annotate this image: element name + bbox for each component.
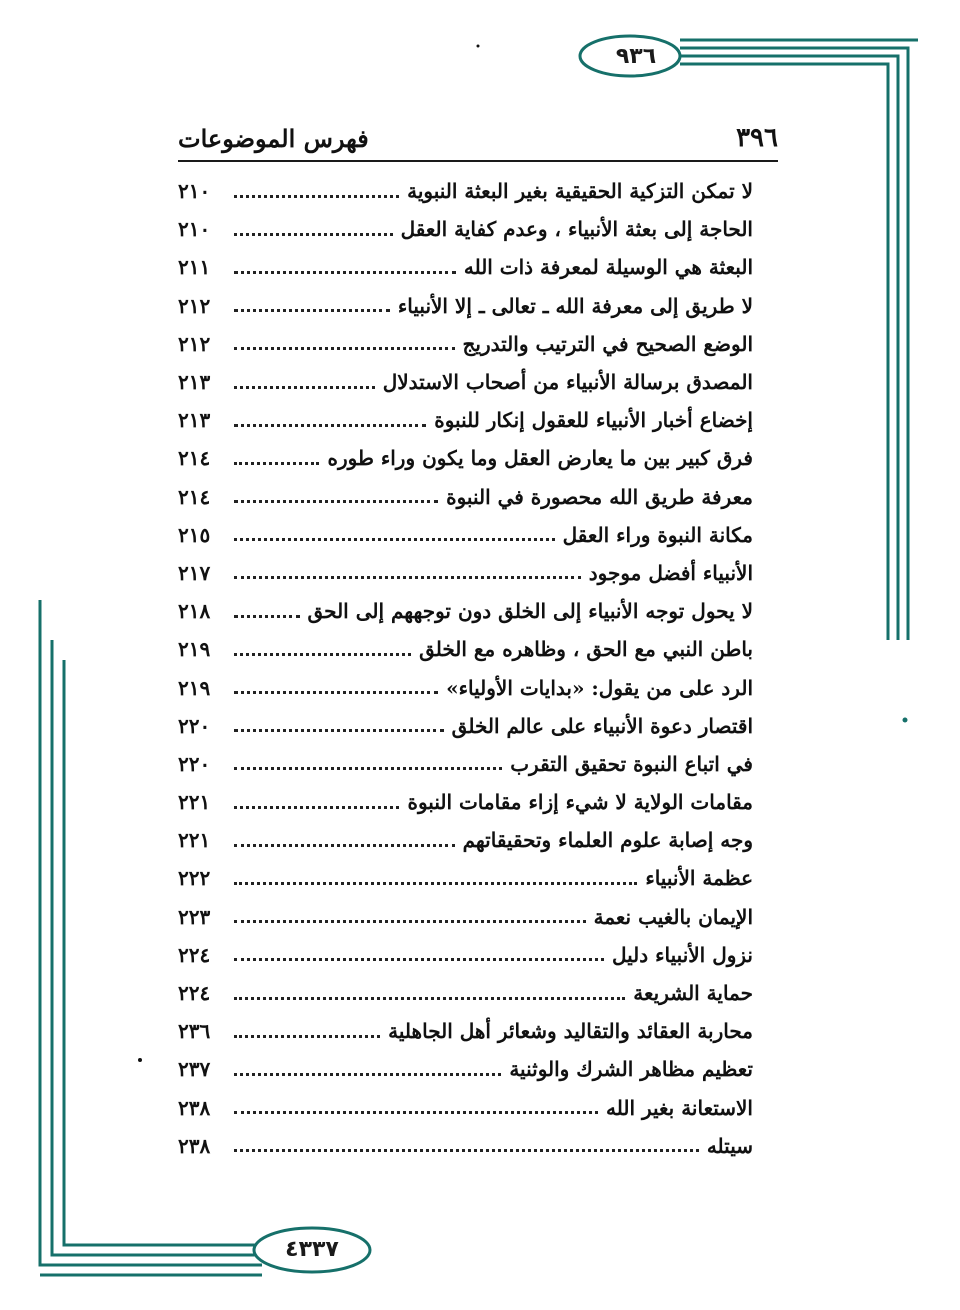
toc-entry (178, 936, 753, 974)
toc-entry-page: ٢٢٣ (178, 904, 211, 929)
toc-entry-page: ٢١٩ (178, 637, 211, 662)
toc-entry (178, 1089, 753, 1127)
page-number: ٣٩٦ (736, 123, 778, 153)
toc-entry-title: وجه إصابة علوم العلماء وتحقيقاتهم (462, 828, 753, 853)
toc-entry (178, 401, 753, 439)
toc-entry-page: ٢١٣ (178, 370, 211, 395)
bottom-ornament-number: ٤٣٣٧ (285, 1237, 339, 1262)
toc-entry (178, 1012, 753, 1050)
toc-leader-dots (234, 271, 456, 274)
toc-entry-page: ٢٢١ (178, 828, 211, 853)
toc-entry (178, 783, 753, 821)
toc-leader-dots (234, 424, 426, 427)
toc-leader-dots (234, 347, 455, 350)
toc-entry-page: ٢١٠ (178, 217, 211, 242)
toc-entry-title: لا يحول توجه الأنبياء إلى الخلق دون توجههم إلى الحق (307, 599, 753, 624)
toc-entry (178, 898, 753, 936)
toc-entry (178, 630, 753, 668)
toc-entry (178, 210, 753, 248)
toc-leader-dots (234, 920, 586, 923)
toc-entry-title: سيتله (706, 1133, 753, 1158)
toc-entry (178, 287, 753, 325)
header-divider (178, 160, 778, 162)
toc-entry (178, 821, 753, 859)
toc-entry-page: ٢١٠ (178, 179, 211, 204)
toc-entry (178, 592, 753, 630)
toc-entry-page: ٢١٣ (178, 408, 211, 433)
toc-entry-page: ٢٣٧ (178, 1057, 211, 1082)
toc-entry (178, 172, 753, 210)
toc-leader-dots (234, 386, 375, 389)
toc-entry (178, 668, 753, 706)
toc-leader-dots (234, 691, 438, 694)
toc-leader-dots (234, 1073, 501, 1076)
toc-leader-dots (234, 576, 581, 579)
toc-leader-dots (234, 1111, 598, 1114)
toc-leader-dots (234, 882, 637, 885)
toc-entry-title: عظمة الأنبياء (645, 866, 753, 891)
toc-entry-title: الرد على من يقول: «بدايات الأولياء» (446, 675, 753, 700)
toc-leader-dots (234, 233, 393, 236)
toc-leader-dots (234, 844, 455, 847)
toc-entry-title: لا طريق إلى معرفة الله ـ تعالى ـ إلا الأنبياء (397, 293, 753, 318)
toc-entry-title: باطن النبي مع الحق ، وظاهره مع الخلق (419, 637, 753, 662)
toc-leader-dots (234, 767, 502, 770)
toc-entry (178, 554, 753, 592)
toc-leader-dots (234, 1035, 380, 1038)
toc-entry-page: ٢٢٠ (178, 751, 211, 776)
toc-leader-dots (234, 615, 300, 618)
toc-entry-title: اقتصار دعوة الأنبياء على عالم الخلق (451, 713, 753, 738)
page-title: فهرس الموضوعات (178, 123, 369, 153)
top-ornament-number: ٩٣٦ (615, 44, 657, 69)
toc-entry-title: لا تمكن التزكية الحقيقية بغير البعثة النبوية (407, 179, 753, 204)
toc-entry-title: حماية الشريعة (633, 981, 753, 1006)
toc-entry-title: تعظيم مظاهر الشرك والوثنية (509, 1057, 753, 1082)
toc-entry-title: الاستعانة بغير الله (606, 1095, 753, 1120)
toc-entry-title: البعثة هي الوسيلة لمعرفة ذات الله (463, 255, 753, 280)
toc-entry-title: الحاجة إلى بعثة الأنبياء ، وعدم كفاية العقل (400, 217, 753, 242)
toc-leader-dots (234, 462, 319, 465)
toc-entry-page: ٢١٥ (178, 522, 211, 547)
toc-entry-title: مقامات الولاية لا شيء إزاء مقامات النبوة (407, 790, 753, 815)
toc-entry (178, 1050, 753, 1088)
toc-entry (178, 248, 753, 286)
toc-entry-page: ٢٢١ (178, 790, 211, 815)
toc-leader-dots (234, 309, 390, 312)
toc-entry-page: ٢٢٤ (178, 981, 211, 1006)
toc-leader-dots (234, 1149, 699, 1152)
toc-entry-title: في اتباع النبوة تحقيق التقرب (510, 751, 753, 776)
toc-entry-page: ٢١٤ (178, 446, 211, 471)
toc-entry (178, 516, 753, 554)
toc-entry-page: ٢١٩ (178, 675, 211, 700)
toc-entry-page: ٢١٨ (178, 599, 211, 624)
toc-entry (178, 745, 753, 783)
toc-entry (178, 707, 753, 745)
toc-entry-page: ٢١٢ (178, 331, 211, 356)
toc-leader-dots (234, 195, 399, 198)
toc-entry-title: نزول الأنبياء دليل (612, 942, 753, 967)
toc-entry-page: ٢٣٨ (178, 1133, 211, 1158)
toc-entry-page: ٢١٧ (178, 560, 211, 585)
toc-entry-page: ٢١١ (178, 255, 211, 280)
toc-entry (178, 363, 753, 401)
toc-leader-dots (234, 653, 411, 656)
toc-leader-dots (234, 997, 625, 1000)
toc-leader-dots (234, 958, 604, 961)
toc-entry-page: ٢٢٤ (178, 942, 211, 967)
page-header (178, 118, 778, 158)
toc-entry-title: مكانة النبوة وراء العقل (562, 522, 753, 547)
toc-entry-title: فرق كبير بين ما يعارض العقل وما يكون وراء طوره (327, 446, 753, 471)
toc-entry-title: إخضاع أخبار الأنبياء للعقول إنكار للنبوة (434, 408, 753, 433)
toc-entry-title: محاربة العقائد والتقاليد وشعائر أهل الجاهلية (388, 1019, 753, 1044)
toc-entry-page: ٢٢٠ (178, 713, 211, 738)
toc-entry-page: ٢٣٦ (178, 1019, 211, 1044)
toc-entry-title: المصدق برسالة الأنبياء من أصحاب الاستدلال (382, 370, 753, 395)
toc-entry (178, 478, 753, 516)
toc-entry-title: الإيمان بالغيب نعمة (593, 904, 753, 929)
toc-entry-page: ٢١٢ (178, 293, 211, 318)
toc-entry (178, 859, 753, 897)
toc-entry (178, 1127, 753, 1165)
toc-leader-dots (234, 729, 444, 732)
toc-entry (178, 974, 753, 1012)
toc-entry (178, 439, 753, 477)
toc-entry-title: الوضع الصحيح في الترتيب والتدريج (462, 331, 753, 356)
toc-entry-page: ٢١٤ (178, 484, 211, 509)
toc-leader-dots (234, 500, 438, 503)
toc-entry-page: ٢٣٨ (178, 1095, 211, 1120)
toc-entry-page: ٢٢٢ (178, 866, 211, 891)
toc-entry-title: الأنبياء أفضل موجود (588, 560, 753, 585)
table-of-contents (178, 172, 753, 1165)
toc-leader-dots (234, 538, 555, 541)
toc-entry-title: معرفة طريق الله محصورة في النبوة (446, 484, 753, 509)
toc-leader-dots (234, 806, 399, 809)
toc-entry (178, 325, 753, 363)
